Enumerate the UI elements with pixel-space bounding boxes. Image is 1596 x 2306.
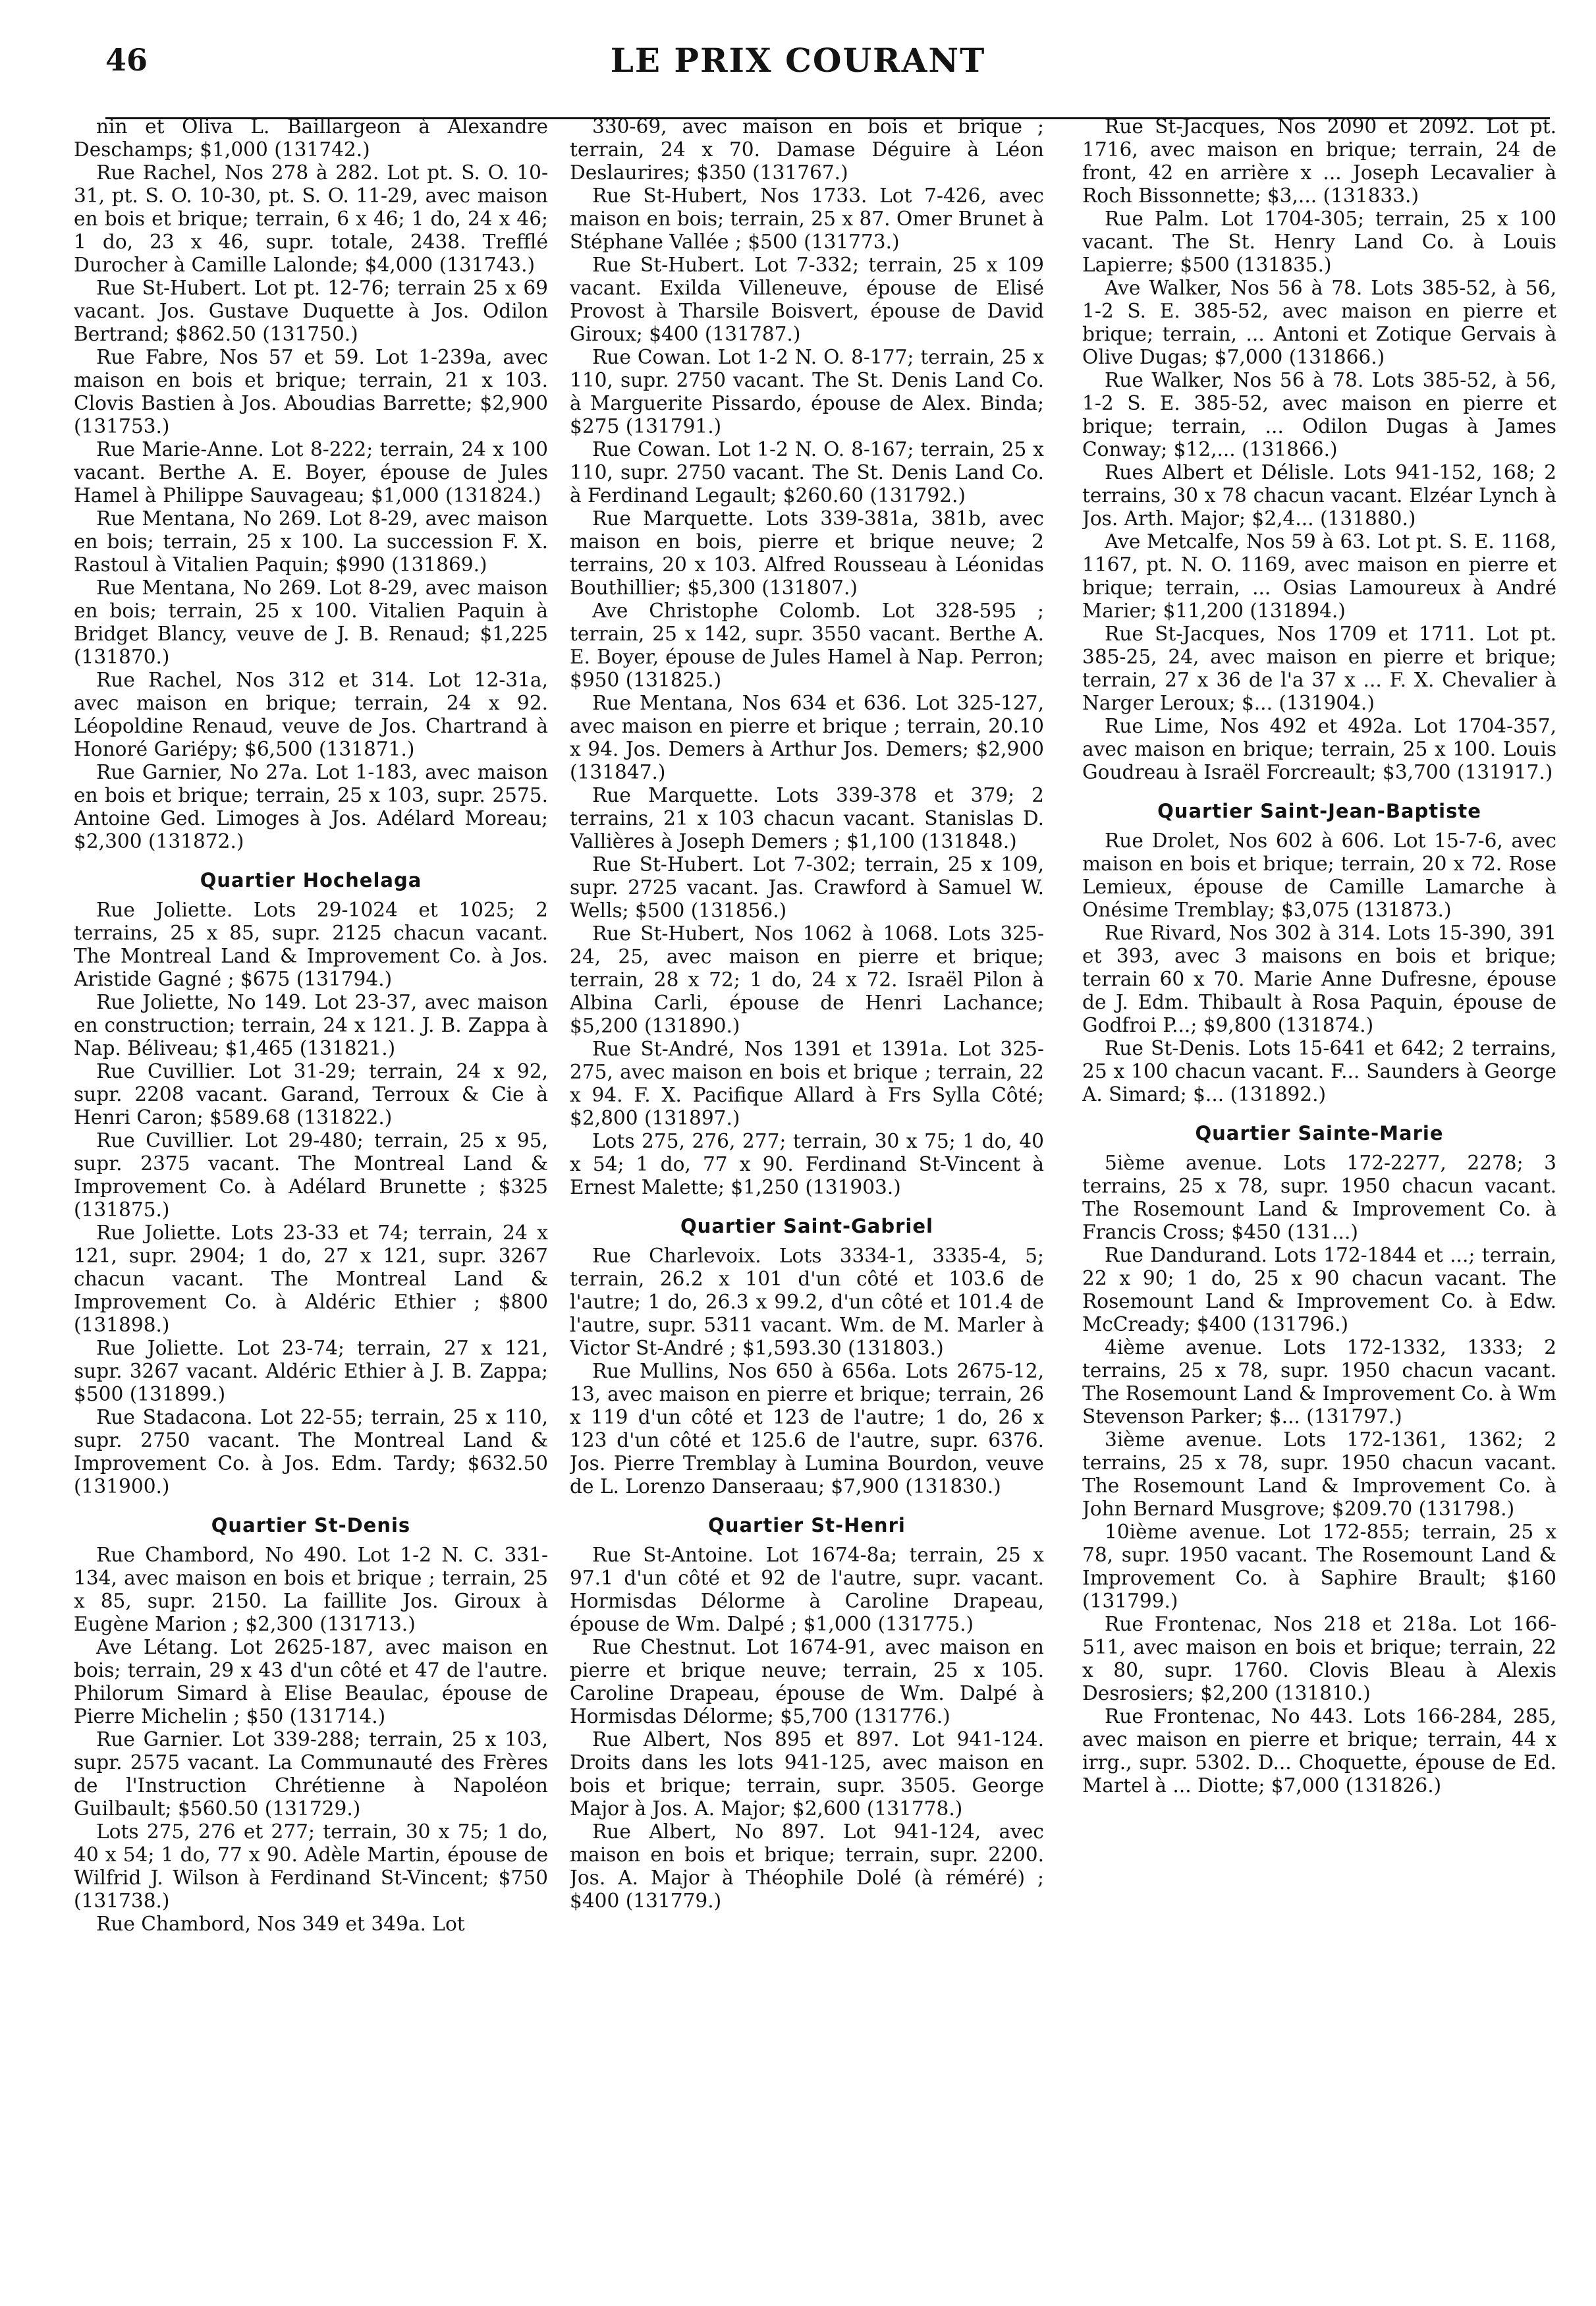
transaction-entry: Rue Garnier, No 27a. Lot 1-183, avec maison en bois et brique; terrain, 25 x 103, supr. 2575. Antoine Ged. Limoges à Jos. Adélard Moreau; $2,300 (131872.) [74, 761, 548, 853]
transaction-entry: Rue St-André, Nos 1391 et 1391a. Lot 325-275, avec maison en bois et brique ; terrain, 22 x 94. F. X. Pacifique Allard à Frs Sylla Côté; $2,800 (131897.) [570, 1038, 1044, 1129]
section-heading: Quartier Hochelaga [200, 869, 422, 891]
transaction-entry: Rue Cowan. Lot 1-2 N. O. 8-167; terrain, 25 x 110, supr. 2750 vacant. The St. Denis Land Co. à Ferdinand Legault; $260.60 (131792.) [570, 438, 1044, 507]
transaction-entry: Rue Frontenac, Nos 218 et 218a. Lot 166-511, avec maison en bois et brique; terrain, 22 x 80, supr. 1760. Clovis Bleau à Alexis Desrosiers; $2,200 (131810.) [1082, 1613, 1556, 1704]
transaction-entry: 10ième avenue. Lot 172-855; terrain, 25 x 78, supr. 1950 vacant. The Rosemount Land & Improvement Co. à Saphire Brault; $160 (131799.) [1082, 1521, 1556, 1612]
journal-title: LE PRIX COURANT [610, 41, 986, 80]
transaction-entry: Rue St-Denis. Lots 15-641 et 642; 2 terrains, 25 x 100 chacun vacant. F... Saunders à George A. Simard; $... (131892.) [1082, 1037, 1556, 1106]
transaction-entry: Rue Joliette. Lots 23-33 et 74; terrain, 24 x 121, supr. 2904; 1 do, 27 x 121, supr. 3267 chacun vacant. The Montreal Land & Improvement Co. à Aldéric Ethier ; $800 (131898.) [74, 1222, 548, 1336]
transaction-entry: Rue Rachel, Nos 312 et 314. Lot 12-31a, avec maison en brique; terrain, 24 x 92. Léopoldine Renaud, veuve de Jos. Chartrand à Honoré Gariépy; $6,500 (131871.) [74, 669, 548, 760]
transaction-entry: Ave Christophe Colomb. Lot 328-595 ; terrain, 25 x 142, supr. 3550 vacant. Berthe A. E. Boyer, épouse de Jules Hamel à Nap. Perron; $950 (131825.) [570, 600, 1044, 691]
transaction-entry: 5ième avenue. Lots 172-2277, 2278; 3 terrains, 25 x 78, supr. 1950 chacun vacant. The Rosemount Land & Improvement Co. à Francis Cross; $450 (131...) [1082, 1152, 1556, 1243]
transaction-entry: Rues Albert et Délisle. Lots 941-152, 168; 2 terrains, 30 x 78 chacun vacant. Elzéar Lynch à Jos. Arth. Major; $2,4... (131880.) [1082, 461, 1556, 530]
transaction-entry: Rue Rachel, Nos 278 à 282. Lot pt. S. O. 10-31, pt. S. O. 10-30, pt. S. O. 11-29, avec maison en bois et brique; terrain, 6 x 46; 1 do, 24 x 46; 1 do, 23 x 46, supr. totale, 2438. Trefflé Durocher à Camille Lalonde; $4,000 (131743.) [74, 161, 548, 276]
text-column-2 [570, 115, 1044, 2290]
transaction-entry: Rue Chambord, No 490. Lot 1-2 N. C. 331-134, avec maison en bois et brique ; terrain, 25 x 85, supr. 2150. La faillite Jos. Giroux à Eugène Marion ; $2,300 (131713.) [74, 1544, 548, 1635]
transaction-entry: Rue Chambord, Nos 349 et 349a. Lot [96, 1913, 465, 1935]
transaction-entry: Rue St-Hubert, Nos 1733. Lot 7-426, avec maison en bois; terrain, 25 x 87. Omer Brunet à Stéphane Vallée ; $500 (131773.) [570, 184, 1044, 253]
section-heading: Quartier St-Henri [708, 1514, 906, 1536]
transaction-entry: Rue Marie-Anne. Lot 8-222; terrain, 24 x 100 vacant. Berthe A. E. Boyer, épouse de Jules Hamel à Philippe Sauvageau; $1,000 (131824.) [74, 438, 548, 507]
transaction-entry: Rue St-Hubert, Nos 1062 à 1068. Lots 325-24, 25, avec maison en pierre et brique; terrain, 28 x 72; 1 do, 24 x 72. Israël Pilon à Albina Carli, épouse de Henri Lachance; $5,200 (131890.) [570, 922, 1044, 1037]
text-column-3 [1082, 115, 1556, 2290]
transaction-entry: Rue Mentana, No 269. Lot 8-29, avec maison en bois; terrain, 25 x 100. Vitalien Paquin à Bridget Blancy, veuve de J. B. Renaud; $1,225 (131870.) [74, 576, 548, 668]
transaction-entry: Rue Walker, Nos 56 à 78. Lots 385-52, à 56, 1-2 S. E. 385-52, avec maison en pierre et brique; terrain, ... Odilon Dugas à James Conway; $12,... (131866.) [1082, 369, 1556, 461]
transaction-entry: Rue Frontenac, No 443. Lots 166-284, 285, avec maison en pierre et brique; terrain, 44 x irrg., supr. 5302. D... Choquette, épouse de Ed. Martel à ... Diotte; $7,000 (131826.) [1082, 1705, 1556, 1797]
transaction-entry: Rue St-Jacques, Nos 2090 et 2092. Lot pt. 1716, avec maison en brique; terrain, 24 de front, 42 en arrière x ... Joseph Lecavalier à Roch Bissonnette; $3,... (131833.) [1082, 115, 1556, 207]
transaction-entry: Rue Chestnut. Lot 1674-91, avec maison en pierre et brique neuve; terrain, 25 x 105. Caroline Drapeau, épouse de Wm. Dalpé à Hormisdas Délorme; $5,700 (131776.) [570, 1636, 1044, 1728]
transaction-entry: Rue Dandurand. Lots 172-1844 et ...; terrain, 22 x 90; 1 do, 25 x 90 chacun vacant. The Rosemount Land & Improvement Co. à Edw. McCready; $400 (131796.) [1082, 1244, 1556, 1336]
transaction-entry: Ave Létang. Lot 2625-187, avec maison en bois; terrain, 29 x 43 d'un côté et 47 de l'autre. Philorum Simard à Elise Beaulac, épouse de Pierre Michelin ; $50 (131714.) [74, 1636, 548, 1728]
transaction-entry: Rue Charlevoix. Lots 3334-1, 3335-4, 5; terrain, 26.2 x 101 d'un côté et 103.6 de l'autre; 1 do, 26.3 x 99.2, d'un côté et 101.4 de l'autre, supr. 5311 vacant. Wm. de M. Marler à Victor St-André ; $1,593.30 (131803.) [570, 1245, 1044, 1359]
transaction-entry: Rue Fabre, Nos 57 et 59. Lot 1-239a, avec maison en bois et brique; terrain, 21 x 103. Clovis Bastien à Jos. Aboudias Barrette; $2,900 (131753.) [74, 346, 548, 437]
transaction-entry: Rue Drolet, Nos 602 à 606. Lot 15-7-6, avec maison en bois et brique; terrain, 20 x 72. Rose Lemieux, épouse de Camille Lamarche à Onésime Tremblay; $3,075 (131873.) [1082, 830, 1556, 921]
transaction-entry: Rue Lime, Nos 492 et 492a. Lot 1704-357, avec maison en brique; terrain, 25 x 100. Louis Goudreau à Israël Forcreault; $3,700 (131917.) [1082, 715, 1556, 783]
transaction-entry: Rue Palm. Lot 1704-305; terrain, 25 x 100 vacant. The St. Henry Land Co. à Louis Lapierre; $500 (131835.) [1082, 208, 1556, 276]
transaction-entry: Rue St-Antoine. Lot 1674-8a; terrain, 25 x 97.1 d'un côté et 92 de l'autre, supr. vacant. Hormisdas Délorme à Caroline Drapeau, épouse de Wm. Dalpé ; $1,000 (131775.) [570, 1544, 1044, 1635]
transaction-entry: nin et Oliva L. Baillargeon à Alexandre Deschamps; $1,000 (131742.) [74, 115, 548, 161]
transaction-entry: Rue Joliette, No 149. Lot 23-37, avec maison en construction; terrain, 24 x 121. J. B. Zappa à Nap. Béliveau; $1,465 (131821.) [74, 991, 548, 1059]
section-heading: Quartier Saint-Gabriel [680, 1215, 933, 1237]
transaction-entry: Lots 275, 276 et 277; terrain, 30 x 75; 1 do, 40 x 54; 1 do, 77 x 90. Adèle Martin, épouse de Wilfrid J. Wilson à Ferdinand St-Vincent; $750 (131738.) [74, 1820, 548, 1912]
section-heading: Quartier Saint-Jean-Baptiste [1157, 800, 1481, 822]
transaction-entry: Rue Albert, Nos 895 et 897. Lot 941-124. Droits dans les lots 941-125, avec maison en bois et brique; terrain, supr. 3505. George Major à Jos. A. Major; $2,600 (131778.) [570, 1728, 1044, 1820]
page-number: 46 [105, 42, 148, 78]
transaction-entry: Rue Stadacona. Lot 22-55; terrain, 25 x 110, supr. 2750 vacant. The Montreal Land & Improvement Co. à Jos. Edm. Tardy; $632.50 (131900.) [74, 1406, 548, 1498]
transaction-entry: Rue St-Hubert. Lot 7-332; terrain, 25 x 109 vacant. Exilda Villeneuve, épouse de Elisé Provost à Tharsile Boisvert, épouse de David Giroux; $400 (131787.) [570, 254, 1044, 345]
transaction-entry: Rue Mullins, Nos 650 à 656a. Lots 2675-12, 13, avec maison en pierre et brique; terrain, 26 x 119 d'un côté et 123 de l'autre; 1 do, 26 x 123 d'un côté et 125.6 de l'autre, supr. 6376. Jos. Pierre Tremblay à Lumina Bourdon, veuve de L. Lorenzo Danseraau; $7,900 (131830.) [570, 1360, 1044, 1498]
section-heading: Quartier Sainte-Marie [1195, 1122, 1444, 1144]
transaction-entry: Rue St-Jacques, Nos 1709 et 1711. Lot pt. 385-25, 24, avec maison en pierre et brique; terrain, 27 x 36 de l'a 37 x ... F. X. Chevalier à Narger Leroux; $... (131904.) [1082, 623, 1556, 714]
transaction-entry: Rue Joliette. Lot 23-74; terrain, 27 x 121, supr. 3267 vacant. Aldéric Ethier à J. B. Zappa; $500 (131899.) [74, 1337, 548, 1405]
transaction-entry: Rue St-Hubert. Lot 7-302; terrain, 25 x 109, supr. 2725 vacant. Jas. Crawford à Samuel W. Wells; $500 (131856.) [570, 853, 1044, 922]
section-heading: Quartier St-Denis [211, 1514, 411, 1536]
transaction-entry: Ave Metcalfe, Nos 59 à 63. Lot pt. S. E. 1168, 1167, pt. N. O. 1169, avec maison en pierre et brique; terrain, ... Osias Lamoureux à André Marier; $11,200 (131894.) [1082, 530, 1556, 622]
transaction-entry: Rue Marquette. Lots 339-378 et 379; 2 terrains, 21 x 103 chacun vacant. Stanislas D. Vallières à Joseph Demers ; $1,100 (131848.) [570, 784, 1044, 853]
transaction-entry: Rue Garnier. Lot 339-288; terrain, 25 x 103, supr. 2575 vacant. La Communauté des Frères de l'Instruction Chrétienne à Napoléon Guilbault; $560.50 (131729.) [74, 1728, 548, 1820]
transaction-entry: Rue Joliette. Lots 29-1024 et 1025; 2 terrains, 25 x 85, supr. 2125 chacun vacant. The Montreal Land & Improvement Co. à Jos. Aristide Gagné ; $675 (131794.) [74, 899, 548, 990]
transaction-entry: Rue Albert, No 897. Lot 941-124, avec maison en bois et brique; terrain, supr. 2200. Jos. A. Major à Théophile Dolé (à réméré) ; $400 (131779.) [570, 1820, 1044, 1912]
transaction-entry: Rue Cowan. Lot 1-2 N. O. 8-177; terrain, 25 x 110, supr. 2750 vacant. The St. Denis Land Co. à Marguerite Pissardo, épouse de Alex. Binda; $275 (131791.) [570, 346, 1044, 437]
transaction-entry: Lots 275, 276, 277; terrain, 30 x 75; 1 do, 40 x 54; 1 do, 77 x 90. Ferdinand St-Vincent à Ernest Malette; $1,250 (131903.) [570, 1130, 1044, 1198]
transaction-entry: Rue Marquette. Lots 339-381a, 381b, avec maison en bois, pierre et brique neuve; 2 terrains, 20 x 103. Alfred Rousseau à Léonidas Bouthillier; $5,300 (131807.) [570, 507, 1044, 599]
transaction-entry: Rue St-Hubert. Lot pt. 12-76; terrain 25 x 69 vacant. Jos. Gustave Duquette à Jos. Odilon Bertrand; $862.50 (131750.) [74, 277, 548, 345]
transaction-entry: Rue Mentana, No 269. Lot 8-29, avec maison en bois; terrain, 25 x 100. La succession F. X. Rastoul à Vitalien Paquin; $990 (131869.) [74, 507, 548, 576]
text-column-1 [74, 115, 548, 2290]
transaction-entry: 3ième avenue. Lots 172-1361, 1362; 2 terrains, 25 x 78, supr. 1950 chacun vacant. The Rosemount Land & Improvement Co. à John Bernard Musgrove; $209.70 (131798.) [1082, 1428, 1556, 1520]
transaction-entry: Rue Cuvillier. Lot 31-29; terrain, 24 x 92, supr. 2208 vacant. Garand, Terroux & Cie à Henri Caron; $589.68 (131822.) [74, 1060, 548, 1129]
transaction-entry: Rue Cuvillier. Lot 29-480; terrain, 25 x 95, supr. 2375 vacant. The Montreal Land & Improvement Co. à Adélard Brunette ; $325 (131875.) [74, 1129, 548, 1221]
transaction-entry: Ave Walker, Nos 56 à 78. Lots 385-52, à 56, 1-2 S. E. 385-52, avec maison en pierre et brique; terrain, ... Antoni et Zotique Gervais à Olive Dugas; $7,000 (131866.) [1082, 277, 1556, 368]
transaction-entry: Rue Mentana, Nos 634 et 636. Lot 325-127, avec maison en pierre et brique ; terrain, 20.10 x 94. Jos. Demers à Arthur Jos. Demers; $2,900 (131847.) [570, 692, 1044, 783]
page-header [0, 38, 1596, 91]
transaction-entry: Rue Rivard, Nos 302 à 314. Lots 15-390, 391 et 393, avec 3 maisons en bois et brique; terrain 60 x 70. Marie Anne Dufresne, épouse de J. Edm. Thibault à Rosa Paquin, épouse de Godfroi P...; $9,800 (131874.) [1082, 922, 1556, 1036]
transaction-entry: 330-69, avec maison en bois et brique ; terrain, 24 x 70. Damase Déguire à Léon Deslaurires; $350 (131767.) [570, 115, 1044, 184]
transaction-entry: 4ième avenue. Lots 172-1332, 1333; 2 terrains, 25 x 78, supr. 1950 chacun vacant. The Rosemount Land & Improvement Co. à Wm Stevenson Parker; $... (131797.) [1082, 1336, 1556, 1428]
